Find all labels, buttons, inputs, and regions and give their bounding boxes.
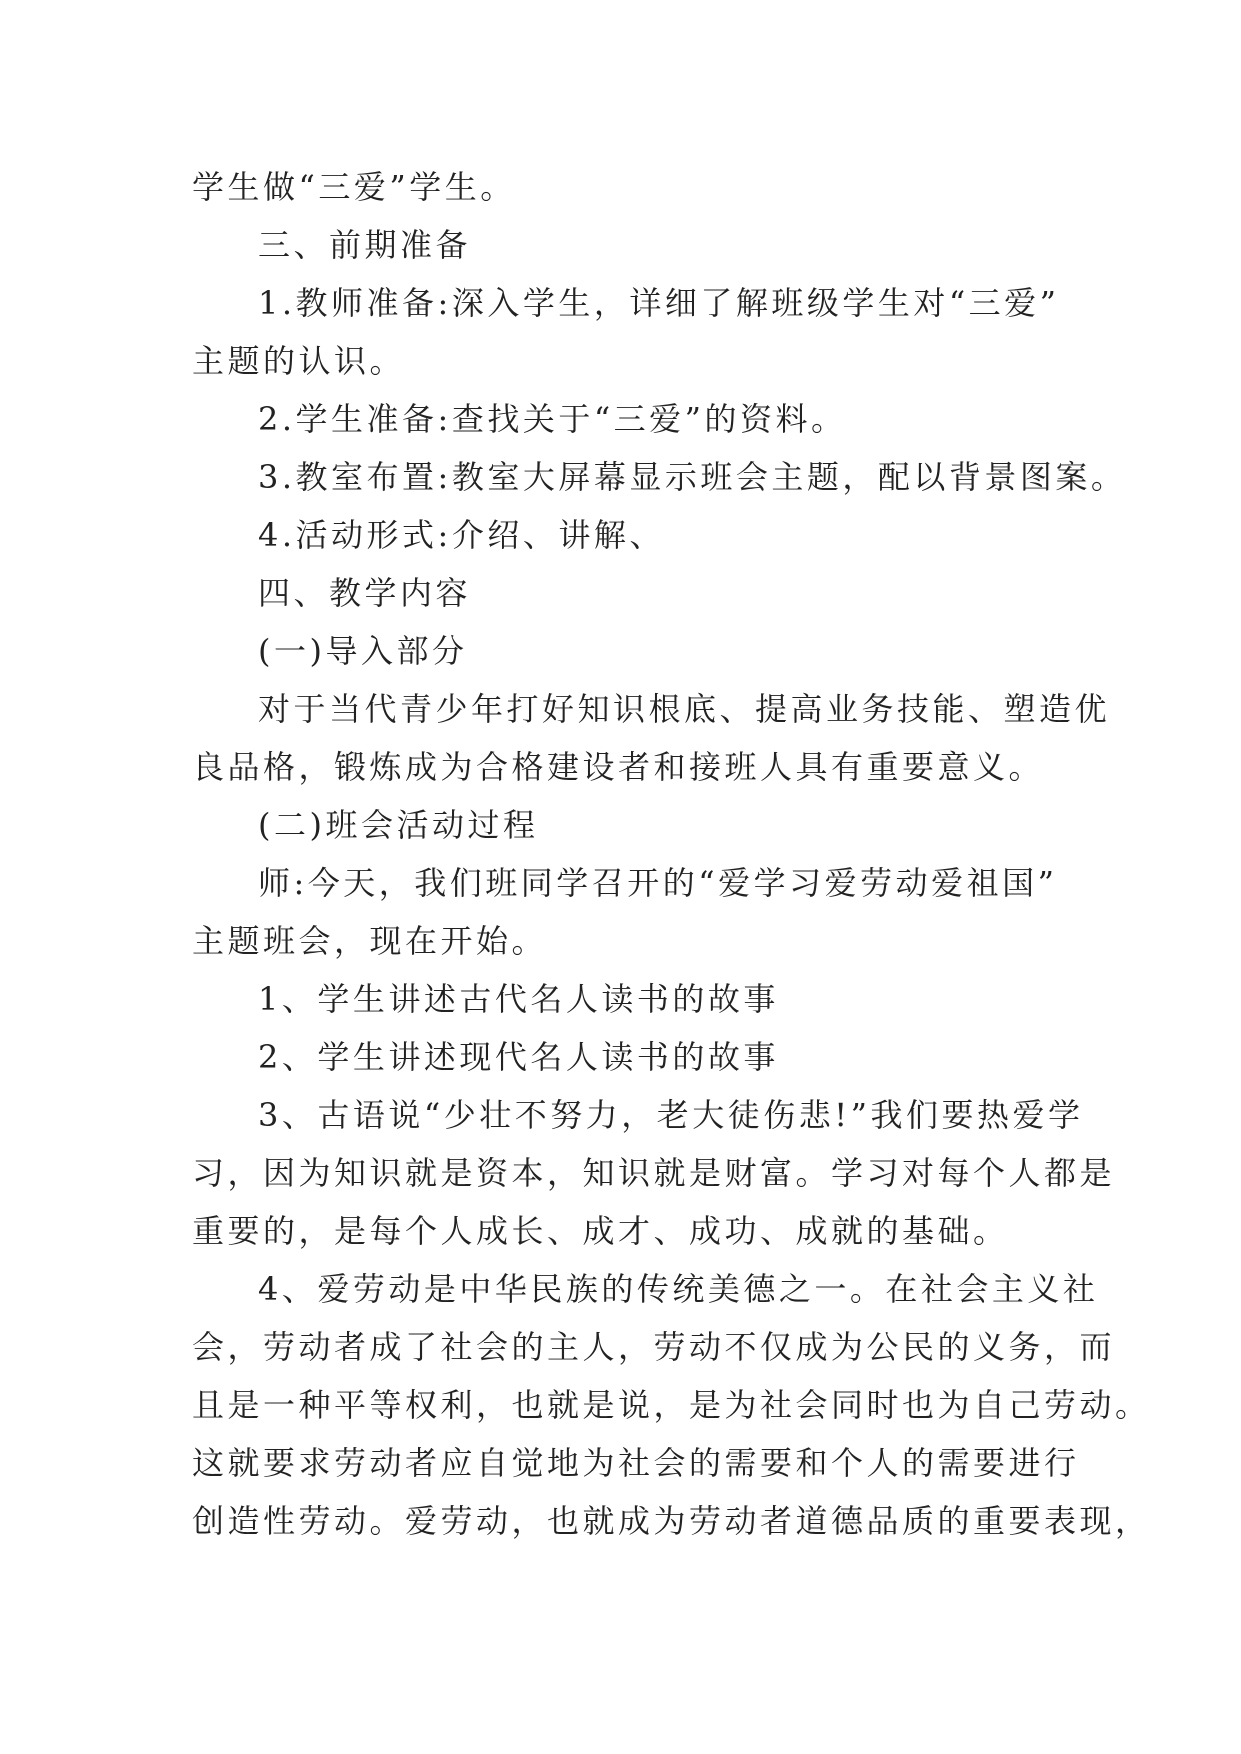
section-heading-content: 四、教学内容 <box>258 574 472 612</box>
paragraph-teacher-line: 师:今天，我们班同学召开的“爱学习爱劳动爱祖国” <box>258 864 1058 902</box>
paragraph-labor-line: 会，劳动者成了社会的主人，劳动不仅成为公民的义务，而 <box>192 1328 1116 1366</box>
paragraph-labor-line: 且是一种平等权利，也就是说，是为社会同时也为自己劳动。 <box>192 1386 1151 1424</box>
paragraph-study-line: 3、古语说“少壮不努力，老大徒伤悲!”我们要热爱学 <box>258 1096 1084 1134</box>
paragraph-labor-line: 创造性劳动。爱劳动，也就成为劳动者道德品质的重要表现， <box>192 1502 1151 1540</box>
list-item-teacher-prep: 1.教师准备:深入学生，详细了解班级学生对“三爱” <box>258 284 1060 322</box>
paragraph-study-line: 重要的，是每个人成长、成才、成功、成就的基础。 <box>192 1212 1009 1250</box>
paragraph-labor-line: 4、爱劳动是中华民族的传统美德之一。在社会主义社 <box>258 1270 1099 1308</box>
subheading-intro: (一)导入部分 <box>258 632 468 670</box>
list-item-ancient-stories: 1、学生讲述古代名人读书的故事 <box>258 980 779 1018</box>
list-item-modern-stories: 2、学生讲述现代名人读书的故事 <box>258 1038 779 1076</box>
section-heading-preparation: 三、前期准备 <box>258 226 472 264</box>
paragraph-study-line: 习，因为知识就是资本，知识就是财富。学习对每个人都是 <box>192 1154 1116 1192</box>
list-item-activity-form: 4.活动形式:介绍、讲解、 <box>258 516 665 554</box>
paragraph-intro-line: 良品格，锻炼成为合格建设者和接班人具有重要意义。 <box>192 748 1045 786</box>
text-line-continuation: 学生做“三爱”学生。 <box>192 168 516 206</box>
subheading-process: (二)班会活动过程 <box>258 806 539 844</box>
list-item-classroom-setup: 3.教室布置:教室大屏幕显示班会主题，配以背景图案。 <box>258 458 1127 496</box>
paragraph-labor-line: 这就要求劳动者应自觉地为社会的需要和个人的需要进行 <box>192 1444 1080 1482</box>
paragraph-intro-line: 对于当代青少年打好知识根底、提高业务技能、塑造优 <box>258 690 1111 728</box>
paragraph-teacher-line: 主题班会，现在开始。 <box>192 922 548 960</box>
text-line: 主题的认识。 <box>192 342 406 380</box>
list-item-student-prep: 2.学生准备:查找关于“三爱”的资料。 <box>258 400 847 438</box>
